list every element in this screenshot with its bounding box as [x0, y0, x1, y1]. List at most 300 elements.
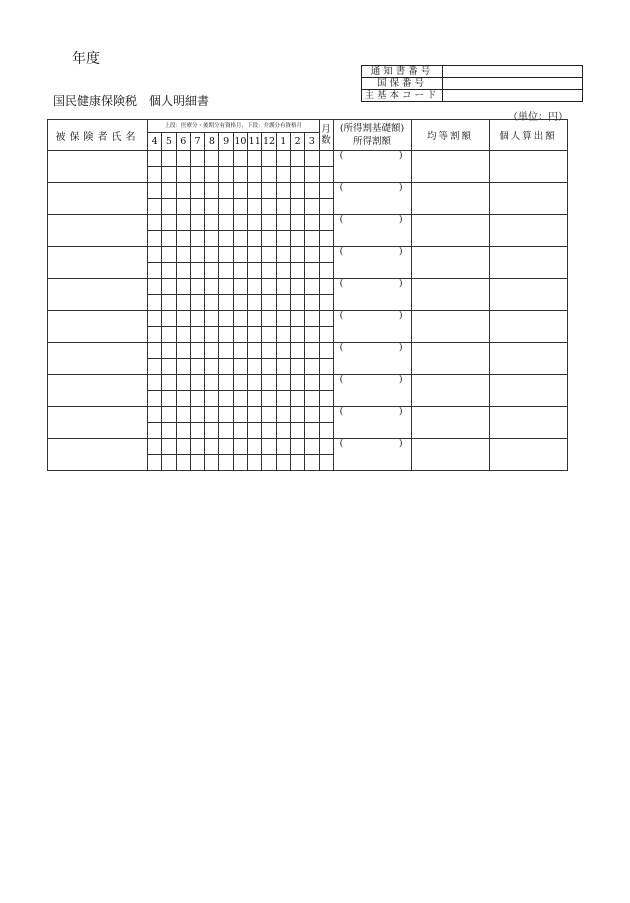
care-month-cell[interactable]	[305, 295, 319, 311]
equal-levy-cell[interactable]	[411, 311, 489, 343]
medical-month-cell[interactable]	[276, 439, 290, 455]
medical-month-cell[interactable]	[262, 311, 276, 327]
medical-month-cell[interactable]	[276, 215, 290, 231]
main-code-field[interactable]	[443, 90, 583, 102]
care-month-cell[interactable]	[190, 327, 204, 343]
care-month-cell[interactable]	[205, 231, 219, 247]
care-month-cell[interactable]	[233, 327, 247, 343]
care-month-cell[interactable]	[233, 455, 247, 471]
month-count-cell-lower[interactable]	[319, 295, 333, 311]
medical-month-cell[interactable]	[262, 247, 276, 263]
care-month-cell[interactable]	[276, 263, 290, 279]
income-base-cell[interactable]	[333, 183, 411, 215]
income-base-cell[interactable]	[333, 311, 411, 343]
care-month-cell[interactable]	[205, 455, 219, 471]
medical-month-cell[interactable]	[176, 279, 190, 295]
medical-month-cell[interactable]	[190, 151, 204, 167]
care-month-cell[interactable]	[162, 423, 176, 439]
care-month-cell[interactable]	[290, 391, 304, 407]
medical-month-cell[interactable]	[248, 279, 262, 295]
care-month-cell[interactable]	[248, 391, 262, 407]
income-base-cell[interactable]	[333, 247, 411, 279]
medical-month-cell[interactable]	[190, 343, 204, 359]
medical-month-cell[interactable]	[262, 375, 276, 391]
care-month-cell[interactable]	[276, 295, 290, 311]
medical-month-cell[interactable]	[219, 343, 233, 359]
medical-month-cell[interactable]	[162, 343, 176, 359]
medical-month-cell[interactable]	[190, 311, 204, 327]
care-month-cell[interactable]	[148, 167, 162, 183]
medical-month-cell[interactable]	[290, 247, 304, 263]
care-month-cell[interactable]	[248, 199, 262, 215]
medical-month-cell[interactable]	[305, 343, 319, 359]
care-month-cell[interactable]	[262, 263, 276, 279]
individual-amount-cell[interactable]	[489, 247, 567, 279]
month-count-cell[interactable]	[319, 215, 333, 231]
medical-month-cell[interactable]	[162, 407, 176, 423]
medical-month-cell[interactable]	[205, 407, 219, 423]
care-month-cell[interactable]	[205, 327, 219, 343]
medical-month-cell[interactable]	[205, 279, 219, 295]
care-month-cell[interactable]	[190, 455, 204, 471]
care-month-cell[interactable]	[248, 295, 262, 311]
care-month-cell[interactable]	[290, 263, 304, 279]
care-month-cell[interactable]	[262, 199, 276, 215]
care-month-cell[interactable]	[233, 423, 247, 439]
medical-month-cell[interactable]	[262, 343, 276, 359]
individual-amount-cell[interactable]	[489, 215, 567, 247]
medical-month-cell[interactable]	[219, 183, 233, 199]
medical-month-cell[interactable]	[248, 215, 262, 231]
care-month-cell[interactable]	[219, 263, 233, 279]
care-month-cell[interactable]	[148, 231, 162, 247]
care-month-cell[interactable]	[176, 327, 190, 343]
care-month-cell[interactable]	[162, 295, 176, 311]
month-count-cell[interactable]	[319, 375, 333, 391]
medical-month-cell[interactable]	[176, 439, 190, 455]
care-month-cell[interactable]	[276, 199, 290, 215]
medical-month-cell[interactable]	[276, 151, 290, 167]
medical-month-cell[interactable]	[190, 375, 204, 391]
care-month-cell[interactable]	[176, 231, 190, 247]
care-month-cell[interactable]	[162, 359, 176, 375]
month-count-cell[interactable]	[319, 311, 333, 327]
care-month-cell[interactable]	[176, 423, 190, 439]
medical-month-cell[interactable]	[205, 151, 219, 167]
care-month-cell[interactable]	[190, 263, 204, 279]
medical-month-cell[interactable]	[262, 279, 276, 295]
equal-levy-cell[interactable]	[411, 151, 489, 183]
equal-levy-cell[interactable]	[411, 407, 489, 439]
care-month-cell[interactable]	[205, 423, 219, 439]
insured-name-cell[interactable]	[48, 311, 148, 343]
care-month-cell[interactable]	[176, 455, 190, 471]
insurance-number-field[interactable]	[443, 78, 583, 90]
medical-month-cell[interactable]	[148, 247, 162, 263]
care-month-cell[interactable]	[305, 199, 319, 215]
care-month-cell[interactable]	[148, 423, 162, 439]
medical-month-cell[interactable]	[162, 279, 176, 295]
medical-month-cell[interactable]	[290, 215, 304, 231]
care-month-cell[interactable]	[290, 231, 304, 247]
care-month-cell[interactable]	[148, 327, 162, 343]
care-month-cell[interactable]	[190, 167, 204, 183]
care-month-cell[interactable]	[219, 231, 233, 247]
care-month-cell[interactable]	[248, 423, 262, 439]
care-month-cell[interactable]	[148, 391, 162, 407]
care-month-cell[interactable]	[290, 359, 304, 375]
medical-month-cell[interactable]	[233, 407, 247, 423]
medical-month-cell[interactable]	[290, 407, 304, 423]
care-month-cell[interactable]	[262, 391, 276, 407]
medical-month-cell[interactable]	[148, 343, 162, 359]
care-month-cell[interactable]	[290, 199, 304, 215]
medical-month-cell[interactable]	[305, 151, 319, 167]
income-base-cell[interactable]	[333, 279, 411, 311]
month-count-cell-lower[interactable]	[319, 167, 333, 183]
care-month-cell[interactable]	[233, 199, 247, 215]
insured-name-cell[interactable]	[48, 215, 148, 247]
medical-month-cell[interactable]	[233, 247, 247, 263]
medical-month-cell[interactable]	[148, 375, 162, 391]
medical-month-cell[interactable]	[176, 375, 190, 391]
care-month-cell[interactable]	[305, 359, 319, 375]
care-month-cell[interactable]	[233, 231, 247, 247]
equal-levy-cell[interactable]	[411, 247, 489, 279]
medical-month-cell[interactable]	[262, 215, 276, 231]
individual-amount-cell[interactable]	[489, 343, 567, 375]
month-count-cell-lower[interactable]	[319, 199, 333, 215]
care-month-cell[interactable]	[219, 423, 233, 439]
medical-month-cell[interactable]	[233, 343, 247, 359]
care-month-cell[interactable]	[305, 455, 319, 471]
care-month-cell[interactable]	[190, 423, 204, 439]
care-month-cell[interactable]	[233, 359, 247, 375]
medical-month-cell[interactable]	[290, 151, 304, 167]
care-month-cell[interactable]	[162, 263, 176, 279]
month-count-cell-lower[interactable]	[319, 231, 333, 247]
care-month-cell[interactable]	[262, 423, 276, 439]
medical-month-cell[interactable]	[219, 439, 233, 455]
care-month-cell[interactable]	[305, 231, 319, 247]
medical-month-cell[interactable]	[276, 247, 290, 263]
month-count-cell[interactable]	[319, 279, 333, 295]
income-base-cell[interactable]	[333, 407, 411, 439]
care-month-cell[interactable]	[162, 199, 176, 215]
care-month-cell[interactable]	[262, 327, 276, 343]
care-month-cell[interactable]	[219, 455, 233, 471]
care-month-cell[interactable]	[162, 391, 176, 407]
medical-month-cell[interactable]	[233, 215, 247, 231]
care-month-cell[interactable]	[190, 295, 204, 311]
care-month-cell[interactable]	[190, 231, 204, 247]
care-month-cell[interactable]	[190, 391, 204, 407]
care-month-cell[interactable]	[176, 391, 190, 407]
medical-month-cell[interactable]	[262, 151, 276, 167]
medical-month-cell[interactable]	[276, 343, 290, 359]
care-month-cell[interactable]	[148, 263, 162, 279]
income-base-cell[interactable]	[333, 343, 411, 375]
care-month-cell[interactable]	[276, 167, 290, 183]
equal-levy-cell[interactable]	[411, 215, 489, 247]
medical-month-cell[interactable]	[176, 343, 190, 359]
medical-month-cell[interactable]	[190, 279, 204, 295]
month-count-cell-lower[interactable]	[319, 455, 333, 471]
care-month-cell[interactable]	[305, 263, 319, 279]
medical-month-cell[interactable]	[205, 439, 219, 455]
income-base-cell[interactable]	[333, 151, 411, 183]
medical-month-cell[interactable]	[233, 279, 247, 295]
care-month-cell[interactable]	[248, 263, 262, 279]
medical-month-cell[interactable]	[248, 247, 262, 263]
care-month-cell[interactable]	[262, 359, 276, 375]
care-month-cell[interactable]	[290, 167, 304, 183]
care-month-cell[interactable]	[162, 327, 176, 343]
medical-month-cell[interactable]	[248, 183, 262, 199]
care-month-cell[interactable]	[276, 391, 290, 407]
month-count-cell-lower[interactable]	[319, 263, 333, 279]
care-month-cell[interactable]	[148, 359, 162, 375]
medical-month-cell[interactable]	[305, 439, 319, 455]
medical-month-cell[interactable]	[162, 375, 176, 391]
month-count-cell[interactable]	[319, 151, 333, 167]
month-count-cell-lower[interactable]	[319, 391, 333, 407]
medical-month-cell[interactable]	[162, 311, 176, 327]
medical-month-cell[interactable]	[233, 151, 247, 167]
care-month-cell[interactable]	[262, 295, 276, 311]
care-month-cell[interactable]	[262, 231, 276, 247]
income-base-cell[interactable]	[333, 215, 411, 247]
month-count-cell[interactable]	[319, 247, 333, 263]
medical-month-cell[interactable]	[219, 151, 233, 167]
care-month-cell[interactable]	[276, 359, 290, 375]
care-month-cell[interactable]	[262, 455, 276, 471]
individual-amount-cell[interactable]	[489, 375, 567, 407]
insured-name-cell[interactable]	[48, 439, 148, 471]
medical-month-cell[interactable]	[219, 215, 233, 231]
equal-levy-cell[interactable]	[411, 183, 489, 215]
medical-month-cell[interactable]	[176, 407, 190, 423]
insured-name-cell[interactable]	[48, 279, 148, 311]
medical-month-cell[interactable]	[162, 183, 176, 199]
medical-month-cell[interactable]	[205, 215, 219, 231]
care-month-cell[interactable]	[176, 167, 190, 183]
care-month-cell[interactable]	[205, 391, 219, 407]
medical-month-cell[interactable]	[290, 311, 304, 327]
medical-month-cell[interactable]	[190, 247, 204, 263]
insured-name-cell[interactable]	[48, 407, 148, 439]
medical-month-cell[interactable]	[176, 311, 190, 327]
care-month-cell[interactable]	[248, 231, 262, 247]
medical-month-cell[interactable]	[233, 183, 247, 199]
income-base-cell[interactable]	[333, 375, 411, 407]
care-month-cell[interactable]	[162, 167, 176, 183]
care-month-cell[interactable]	[219, 327, 233, 343]
care-month-cell[interactable]	[305, 423, 319, 439]
medical-month-cell[interactable]	[219, 375, 233, 391]
medical-month-cell[interactable]	[176, 215, 190, 231]
care-month-cell[interactable]	[205, 295, 219, 311]
month-count-cell[interactable]	[319, 183, 333, 199]
month-count-cell[interactable]	[319, 439, 333, 455]
medical-month-cell[interactable]	[162, 247, 176, 263]
insured-name-cell[interactable]	[48, 151, 148, 183]
equal-levy-cell[interactable]	[411, 343, 489, 375]
equal-levy-cell[interactable]	[411, 375, 489, 407]
care-month-cell[interactable]	[290, 327, 304, 343]
medical-month-cell[interactable]	[205, 375, 219, 391]
medical-month-cell[interactable]	[148, 215, 162, 231]
month-count-cell-lower[interactable]	[319, 327, 333, 343]
medical-month-cell[interactable]	[162, 439, 176, 455]
care-month-cell[interactable]	[219, 295, 233, 311]
care-month-cell[interactable]	[219, 167, 233, 183]
medical-month-cell[interactable]	[276, 407, 290, 423]
medical-month-cell[interactable]	[305, 215, 319, 231]
notice-number-field[interactable]	[443, 66, 583, 78]
month-count-cell-lower[interactable]	[319, 359, 333, 375]
medical-month-cell[interactable]	[205, 183, 219, 199]
medical-month-cell[interactable]	[148, 439, 162, 455]
care-month-cell[interactable]	[233, 167, 247, 183]
care-month-cell[interactable]	[176, 359, 190, 375]
care-month-cell[interactable]	[276, 231, 290, 247]
care-month-cell[interactable]	[233, 391, 247, 407]
medical-month-cell[interactable]	[262, 183, 276, 199]
medical-month-cell[interactable]	[148, 407, 162, 423]
insured-name-cell[interactable]	[48, 375, 148, 407]
individual-amount-cell[interactable]	[489, 151, 567, 183]
medical-month-cell[interactable]	[148, 311, 162, 327]
month-count-cell[interactable]	[319, 343, 333, 359]
medical-month-cell[interactable]	[219, 247, 233, 263]
care-month-cell[interactable]	[262, 167, 276, 183]
care-month-cell[interactable]	[305, 327, 319, 343]
individual-amount-cell[interactable]	[489, 439, 567, 471]
care-month-cell[interactable]	[276, 327, 290, 343]
care-month-cell[interactable]	[290, 295, 304, 311]
care-month-cell[interactable]	[176, 295, 190, 311]
care-month-cell[interactable]	[248, 167, 262, 183]
care-month-cell[interactable]	[219, 391, 233, 407]
medical-month-cell[interactable]	[262, 439, 276, 455]
medical-month-cell[interactable]	[190, 215, 204, 231]
medical-month-cell[interactable]	[219, 279, 233, 295]
month-count-cell-lower[interactable]	[319, 423, 333, 439]
care-month-cell[interactable]	[219, 359, 233, 375]
medical-month-cell[interactable]	[148, 183, 162, 199]
medical-month-cell[interactable]	[205, 311, 219, 327]
month-count-cell[interactable]	[319, 407, 333, 423]
care-month-cell[interactable]	[162, 455, 176, 471]
medical-month-cell[interactable]	[176, 247, 190, 263]
medical-month-cell[interactable]	[248, 407, 262, 423]
insured-name-cell[interactable]	[48, 183, 148, 215]
medical-month-cell[interactable]	[219, 407, 233, 423]
medical-month-cell[interactable]	[205, 343, 219, 359]
medical-month-cell[interactable]	[162, 151, 176, 167]
individual-amount-cell[interactable]	[489, 279, 567, 311]
medical-month-cell[interactable]	[233, 311, 247, 327]
individual-amount-cell[interactable]	[489, 183, 567, 215]
care-month-cell[interactable]	[176, 263, 190, 279]
insured-name-cell[interactable]	[48, 247, 148, 279]
medical-month-cell[interactable]	[276, 375, 290, 391]
care-month-cell[interactable]	[305, 391, 319, 407]
care-month-cell[interactable]	[276, 423, 290, 439]
medical-month-cell[interactable]	[276, 183, 290, 199]
care-month-cell[interactable]	[248, 327, 262, 343]
care-month-cell[interactable]	[148, 199, 162, 215]
care-month-cell[interactable]	[190, 199, 204, 215]
medical-month-cell[interactable]	[176, 183, 190, 199]
care-month-cell[interactable]	[219, 199, 233, 215]
care-month-cell[interactable]	[205, 199, 219, 215]
medical-month-cell[interactable]	[248, 311, 262, 327]
care-month-cell[interactable]	[248, 455, 262, 471]
care-month-cell[interactable]	[290, 423, 304, 439]
medical-month-cell[interactable]	[248, 151, 262, 167]
equal-levy-cell[interactable]	[411, 279, 489, 311]
medical-month-cell[interactable]	[290, 375, 304, 391]
care-month-cell[interactable]	[248, 359, 262, 375]
care-month-cell[interactable]	[176, 199, 190, 215]
medical-month-cell[interactable]	[176, 151, 190, 167]
individual-amount-cell[interactable]	[489, 311, 567, 343]
medical-month-cell[interactable]	[205, 247, 219, 263]
care-month-cell[interactable]	[205, 167, 219, 183]
medical-month-cell[interactable]	[148, 151, 162, 167]
medical-month-cell[interactable]	[190, 183, 204, 199]
care-month-cell[interactable]	[205, 263, 219, 279]
medical-month-cell[interactable]	[305, 407, 319, 423]
care-month-cell[interactable]	[205, 359, 219, 375]
medical-month-cell[interactable]	[276, 279, 290, 295]
care-month-cell[interactable]	[233, 295, 247, 311]
income-base-cell[interactable]	[333, 439, 411, 471]
medical-month-cell[interactable]	[190, 439, 204, 455]
individual-amount-cell[interactable]	[489, 407, 567, 439]
equal-levy-cell[interactable]	[411, 439, 489, 471]
medical-month-cell[interactable]	[219, 311, 233, 327]
medical-month-cell[interactable]	[248, 375, 262, 391]
care-month-cell[interactable]	[276, 455, 290, 471]
care-month-cell[interactable]	[148, 295, 162, 311]
medical-month-cell[interactable]	[248, 343, 262, 359]
care-month-cell[interactable]	[190, 359, 204, 375]
medical-month-cell[interactable]	[305, 183, 319, 199]
care-month-cell[interactable]	[233, 263, 247, 279]
care-month-cell[interactable]	[162, 231, 176, 247]
insured-name-cell[interactable]	[48, 343, 148, 375]
care-month-cell[interactable]	[290, 455, 304, 471]
medical-month-cell[interactable]	[305, 279, 319, 295]
medical-month-cell[interactable]	[290, 279, 304, 295]
medical-month-cell[interactable]	[233, 375, 247, 391]
medical-month-cell[interactable]	[290, 183, 304, 199]
medical-month-cell[interactable]	[162, 215, 176, 231]
medical-month-cell[interactable]	[148, 279, 162, 295]
medical-month-cell[interactable]	[305, 247, 319, 263]
medical-month-cell[interactable]	[233, 439, 247, 455]
medical-month-cell[interactable]	[262, 407, 276, 423]
medical-month-cell[interactable]	[290, 343, 304, 359]
medical-month-cell[interactable]	[276, 311, 290, 327]
medical-month-cell[interactable]	[248, 439, 262, 455]
medical-month-cell[interactable]	[305, 375, 319, 391]
medical-month-cell[interactable]	[190, 407, 204, 423]
care-month-cell[interactable]	[148, 455, 162, 471]
